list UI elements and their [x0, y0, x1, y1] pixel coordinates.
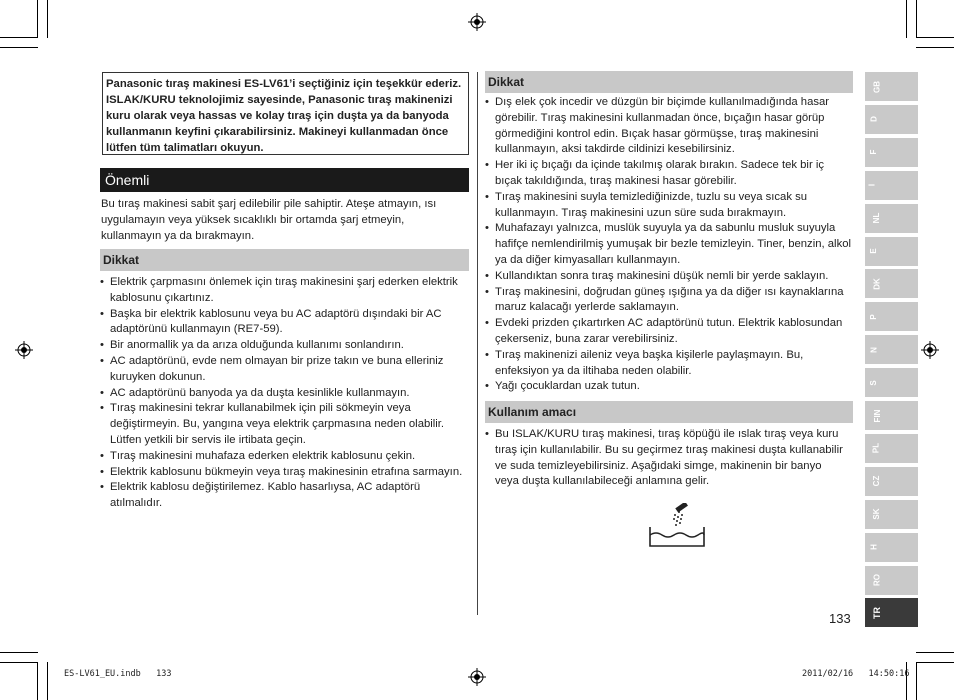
list-item: • Başka bir elektrik kablosunu veya bu AC adaptörü dışındaki bir AC adaptörünü kullanmayın (RE7-59).: [100, 307, 468, 339]
tab-sk[interactable]: [865, 500, 918, 529]
list-item: • Tıraş makinesini muhafaza ederken elektrik kablosunu çekin.: [100, 449, 468, 465]
section-heading-onemli: Önemli: [100, 168, 469, 192]
kullanim-list: [485, 427, 843, 490]
dikkat-left-list: [100, 275, 468, 512]
tab-label: N: [869, 346, 879, 353]
tab-pl[interactable]: [865, 434, 918, 463]
list-item: • Tıraş makinesini, doğrudan güneş ışığına ya da diğer ısı kaynaklarına maruz kalacağı yerlerde saklamayın.: [485, 285, 853, 317]
crop-mark: [916, 652, 954, 653]
column-divider: [477, 72, 478, 615]
section-heading-kullanim: Kullanım amacı: [485, 401, 853, 423]
intro-box: Panasonic tıraş makinesi ES-LV61’i seçtiğiniz için teşekkür ederiz. ISLAK/KURU teknolojimiz sayesinde, Panasonic tıraş makinenizi kuru olarak veya hassas ve kolay tıraş için duşta ya da banyoda kullanmanın keyfini çıkarabilirsiniz. Makineyi kullanmadan önce lütfen tüm talimatları okuyun.: [102, 72, 469, 155]
list-item: • Tıraş makinesini suyla temizlediğinizde, tuzlu su veya sıcak su kullanmayın. Tıraş makinesini uzun süre suda bırakmayın.: [485, 190, 853, 222]
tab-fin[interactable]: [865, 401, 918, 430]
crop-mark: [916, 37, 954, 38]
footer-timestamp: 2011/02/16 14:50:16: [802, 669, 910, 679]
tab-label: TR: [872, 606, 882, 619]
tab-label: D: [869, 116, 879, 123]
list-item: • Her iki iç bıçağı da içinde takılmış olarak bırakın. Sadece tek bir iç bıçak takıldığında, tıraş makinesi hasar görebilir.: [485, 158, 853, 190]
crop-mark: [37, 662, 38, 700]
page-number: 133: [829, 611, 851, 626]
crop-mark: [906, 0, 907, 38]
crop-mark: [47, 0, 48, 38]
tab-label: S: [869, 379, 879, 386]
tab-ro[interactable]: [865, 566, 918, 595]
tab-label: I: [867, 184, 877, 187]
tab-tr[interactable]: [865, 598, 918, 627]
tab-label: FIN: [872, 409, 882, 422]
list-item: • Kullandıktan sonra tıraş makinesini düşük nemli bir yerde saklayın.: [485, 269, 853, 285]
crop-mark: [47, 662, 48, 700]
list-item: • Bir anormallik ya da arıza olduğunda kullanımı sonlandırın.: [100, 338, 468, 354]
crop-mark: [0, 662, 38, 663]
tab-dk[interactable]: [865, 269, 918, 298]
crop-mark: [0, 37, 38, 38]
list-item: • Muhafazayı yalnızca, muslük suyuyla ya da sabunlu musluk suyuyla hafifçe nemlendirilmiş yumuşak bir bezle temizleyin. Tiner, benzin, alkol ya da diğer kimyasalları kullanmayın.: [485, 221, 853, 268]
section-heading-dikkat-left: Dikkat: [100, 249, 469, 271]
crop-mark: [0, 652, 38, 653]
tab-i[interactable]: [865, 171, 918, 200]
registration-mark-icon: [468, 13, 486, 31]
crop-mark: [0, 47, 38, 48]
registration-mark-icon: [468, 668, 486, 686]
tab-cz[interactable]: [865, 467, 918, 496]
tab-d[interactable]: [865, 105, 918, 134]
crop-mark: [37, 0, 38, 38]
crop-mark: [916, 47, 954, 48]
tab-nl[interactable]: [865, 204, 918, 233]
tab-h[interactable]: [865, 533, 918, 562]
tab-p[interactable]: [865, 302, 918, 331]
shower-bath-icon: [647, 503, 707, 549]
dikkat-right-list: [485, 95, 853, 395]
registration-mark-icon: [15, 341, 33, 359]
tab-label: PL: [871, 443, 881, 454]
footer-file: ES-LV61_EU.indb 133: [64, 669, 172, 679]
list-item: • Elektrik kablosu değiştirilemez. Kablo hasarlıysa, AC adaptörü atılmalıdır.: [100, 480, 468, 512]
tab-e[interactable]: [865, 237, 918, 266]
tab-label: P: [869, 314, 879, 320]
list-item: • AC adaptörünü, evde nem olmayan bir prize takın ve buna elleriniz kuruyken dokunun.: [100, 354, 468, 386]
list-item: • Elektrik kablosunu bükmeyin veya tıraş makinesinin etrafına sarmayın.: [100, 465, 468, 481]
tab-label: DK: [872, 278, 882, 290]
tab-label: RO: [872, 574, 882, 586]
crop-mark: [916, 662, 917, 700]
tab-s[interactable]: [865, 368, 918, 397]
tab-label: F: [868, 149, 878, 155]
list-item: • Tıraş makinenizi aileniz veya başka kişilerle paylaşmayın. Bu, enfeksiyon ya da iltihaba neden olabilir.: [485, 348, 853, 380]
crop-mark: [916, 0, 917, 38]
list-item: • AC adaptörünü banyoda ya da duşta kesinlikle kullanmayın.: [100, 386, 468, 402]
list-item: • Bu ISLAK/KURU tıraş makinesi, tıraş köpüğü ile ıslak tıraş veya kuru tıraş için kullanılabilir. Bu su geçirmez tıraş makinesi duşta kullanabilir ve suda temizleyebilirsiniz. Aşağıdaki simge, makinenin bir banyo veya duşta kullanılabileceği anlamına gelir.: [485, 427, 843, 490]
tab-label: E: [869, 248, 879, 254]
tab-f[interactable]: [865, 138, 918, 167]
list-item: • Tıraş makinesini tekrar kullanabilmek için pili sökmeyin veya değiştirmeyin. Bu, yangına veya elektrik çarpmasına neden olabilir. Lütfen yetkili bir servis ile irtibata geçin.: [100, 401, 468, 448]
list-item: • Evdeki prizden çıkartırken AC adaptörünü tutun. Elektrik kablosundan çekerseniz, buna zarar verebilirsiniz.: [485, 316, 853, 348]
tab-gb[interactable]: [865, 72, 918, 101]
list-item: • Dış elek çok incedir ve düzgün bir biçimde kullanılmadığında hasar görebilir. Tıraş makinesini kullanmadan önce, bıçağın hasar görüp görmediğini kontrol edin. Bıçak hasar görmüşse, tıraş makinesini kullanmayın, aksi takdirde cildinizi kesebilirsiniz.: [485, 95, 853, 158]
section-heading-dikkat-right: Dikkat: [485, 71, 853, 93]
registration-mark-icon: [921, 341, 939, 359]
tab-label: H: [869, 544, 879, 550]
crop-mark: [916, 662, 954, 663]
list-item: • Yağı çocuklardan uzak tutun.: [485, 379, 853, 395]
tab-label: SK: [872, 508, 882, 520]
tab-label: NL: [871, 212, 881, 224]
list-item: • Elektrik çarpmasını önlemek için tıraş makinesini şarj ederken elektrik kablosunu çıkartınız.: [100, 275, 468, 307]
crop-mark: [906, 662, 907, 700]
tab-label: GB: [872, 80, 882, 93]
tab-label: CZ: [871, 475, 881, 487]
onemli-text: Bu tıraş makinesi sabit şarj edilebilir pile sahiptir. Ateşe atmayın, ısı uygulamayın veya yüksek sıcaklıklı bir ortamda şarj etmeyin, kullanmayın ya da bırakmayın.: [101, 198, 437, 242]
tab-n[interactable]: [865, 335, 918, 364]
